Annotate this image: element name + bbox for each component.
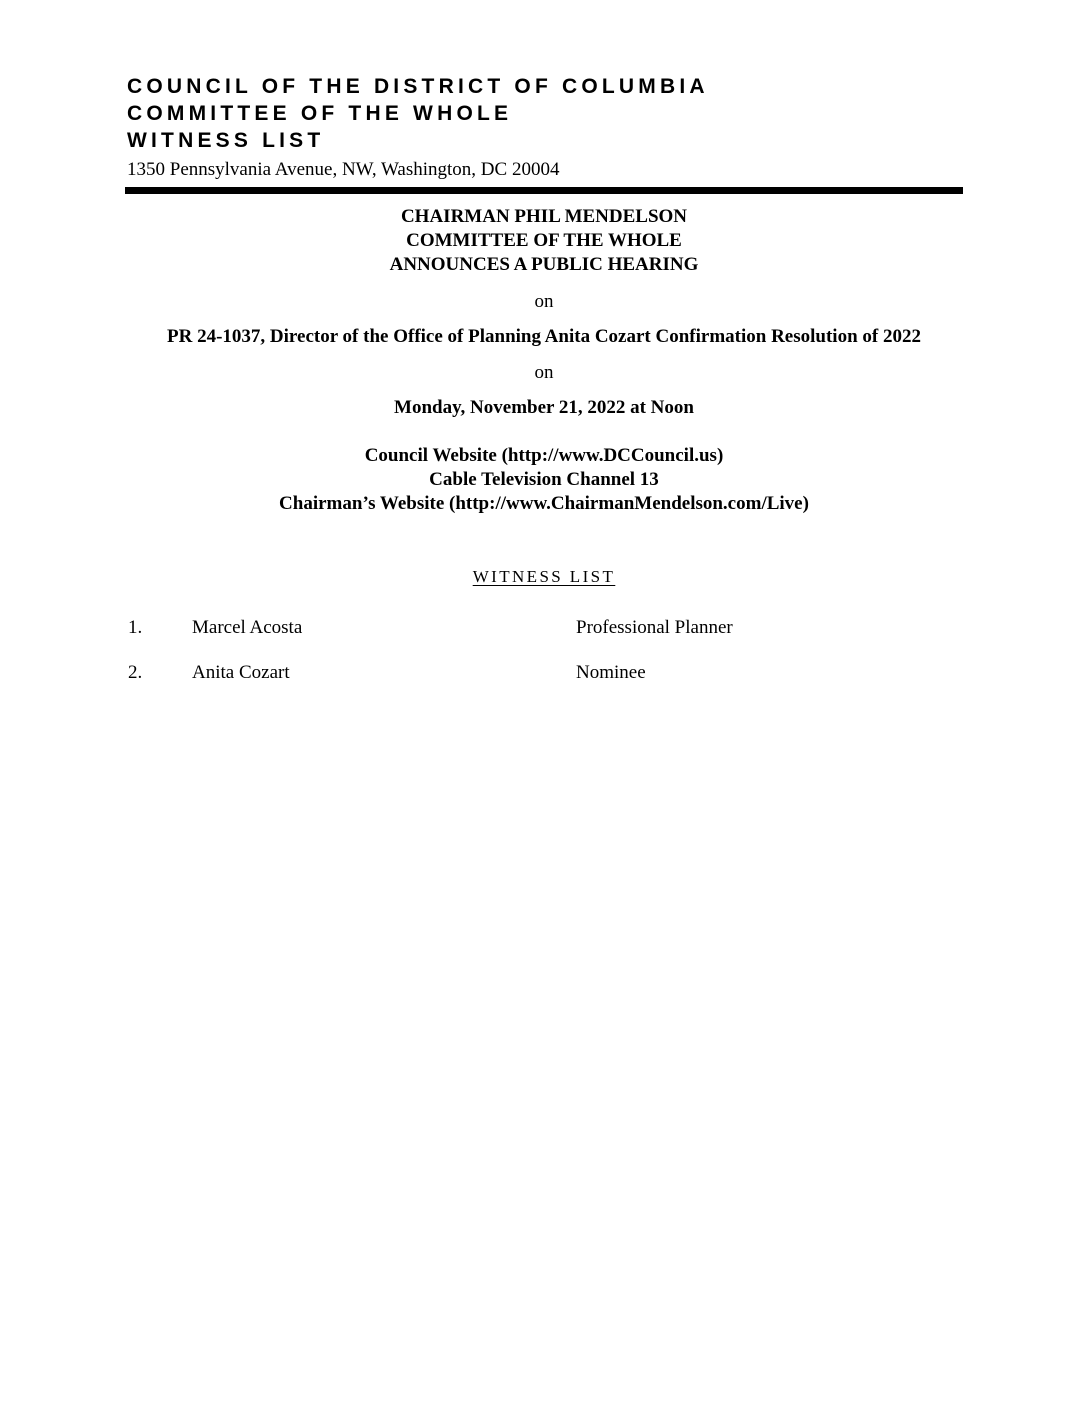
council-name: COUNCIL OF THE DISTRICT OF COLUMBIA (127, 75, 709, 98)
measure-title: PR 24-1037, Director of the Office of Planning Anita Cozart Confirmation Resolution of 2022 (167, 326, 921, 347)
witness-list-heading-text: WITNESS LIST (472, 567, 616, 586)
witness-title: Nominee (576, 662, 646, 683)
broadcast-council-website: Council Website (http://www.DCCouncil.us) (364, 445, 724, 466)
committee-name: COMMITTEE OF THE WHOLE (127, 102, 513, 125)
announcement-line-chairman: CHAIRMAN PHIL MENDELSON (400, 206, 688, 227)
announcement-line-hearing: ANNOUNCES A PUBLIC HEARING (389, 254, 699, 275)
broadcast-chairman-website: Chairman’s Website (http://www.ChairmanMendelson.com/Live) (279, 493, 809, 514)
witness-name: Anita Cozart (192, 662, 290, 683)
broadcast-info (0, 444, 1088, 516)
connector-on-1: on (534, 291, 554, 312)
connector-on-2: on (534, 362, 554, 383)
witness-row (0, 616, 1088, 642)
witness-name: Marcel Acosta (192, 617, 303, 638)
announcement-line-committee: COMMITTEE OF THE WHOLE (406, 230, 682, 251)
header-divider (125, 187, 963, 194)
council-address: 1350 Pennsylvania Avenue, NW, Washington, DC 20004 (127, 159, 560, 180)
hearing-datetime: Monday, November 21, 2022 at Noon (394, 397, 694, 418)
broadcast-cable-channel: Cable Television Channel 13 (429, 469, 659, 490)
witness-number: 1. (128, 617, 143, 638)
hearing-announcement (0, 205, 1088, 277)
witness-number: 2. (128, 662, 143, 683)
document-title: WITNESS LIST (127, 129, 325, 152)
witness-row (0, 661, 1088, 687)
witness-list-heading (0, 566, 1088, 588)
witness-title: Professional Planner (576, 617, 733, 638)
